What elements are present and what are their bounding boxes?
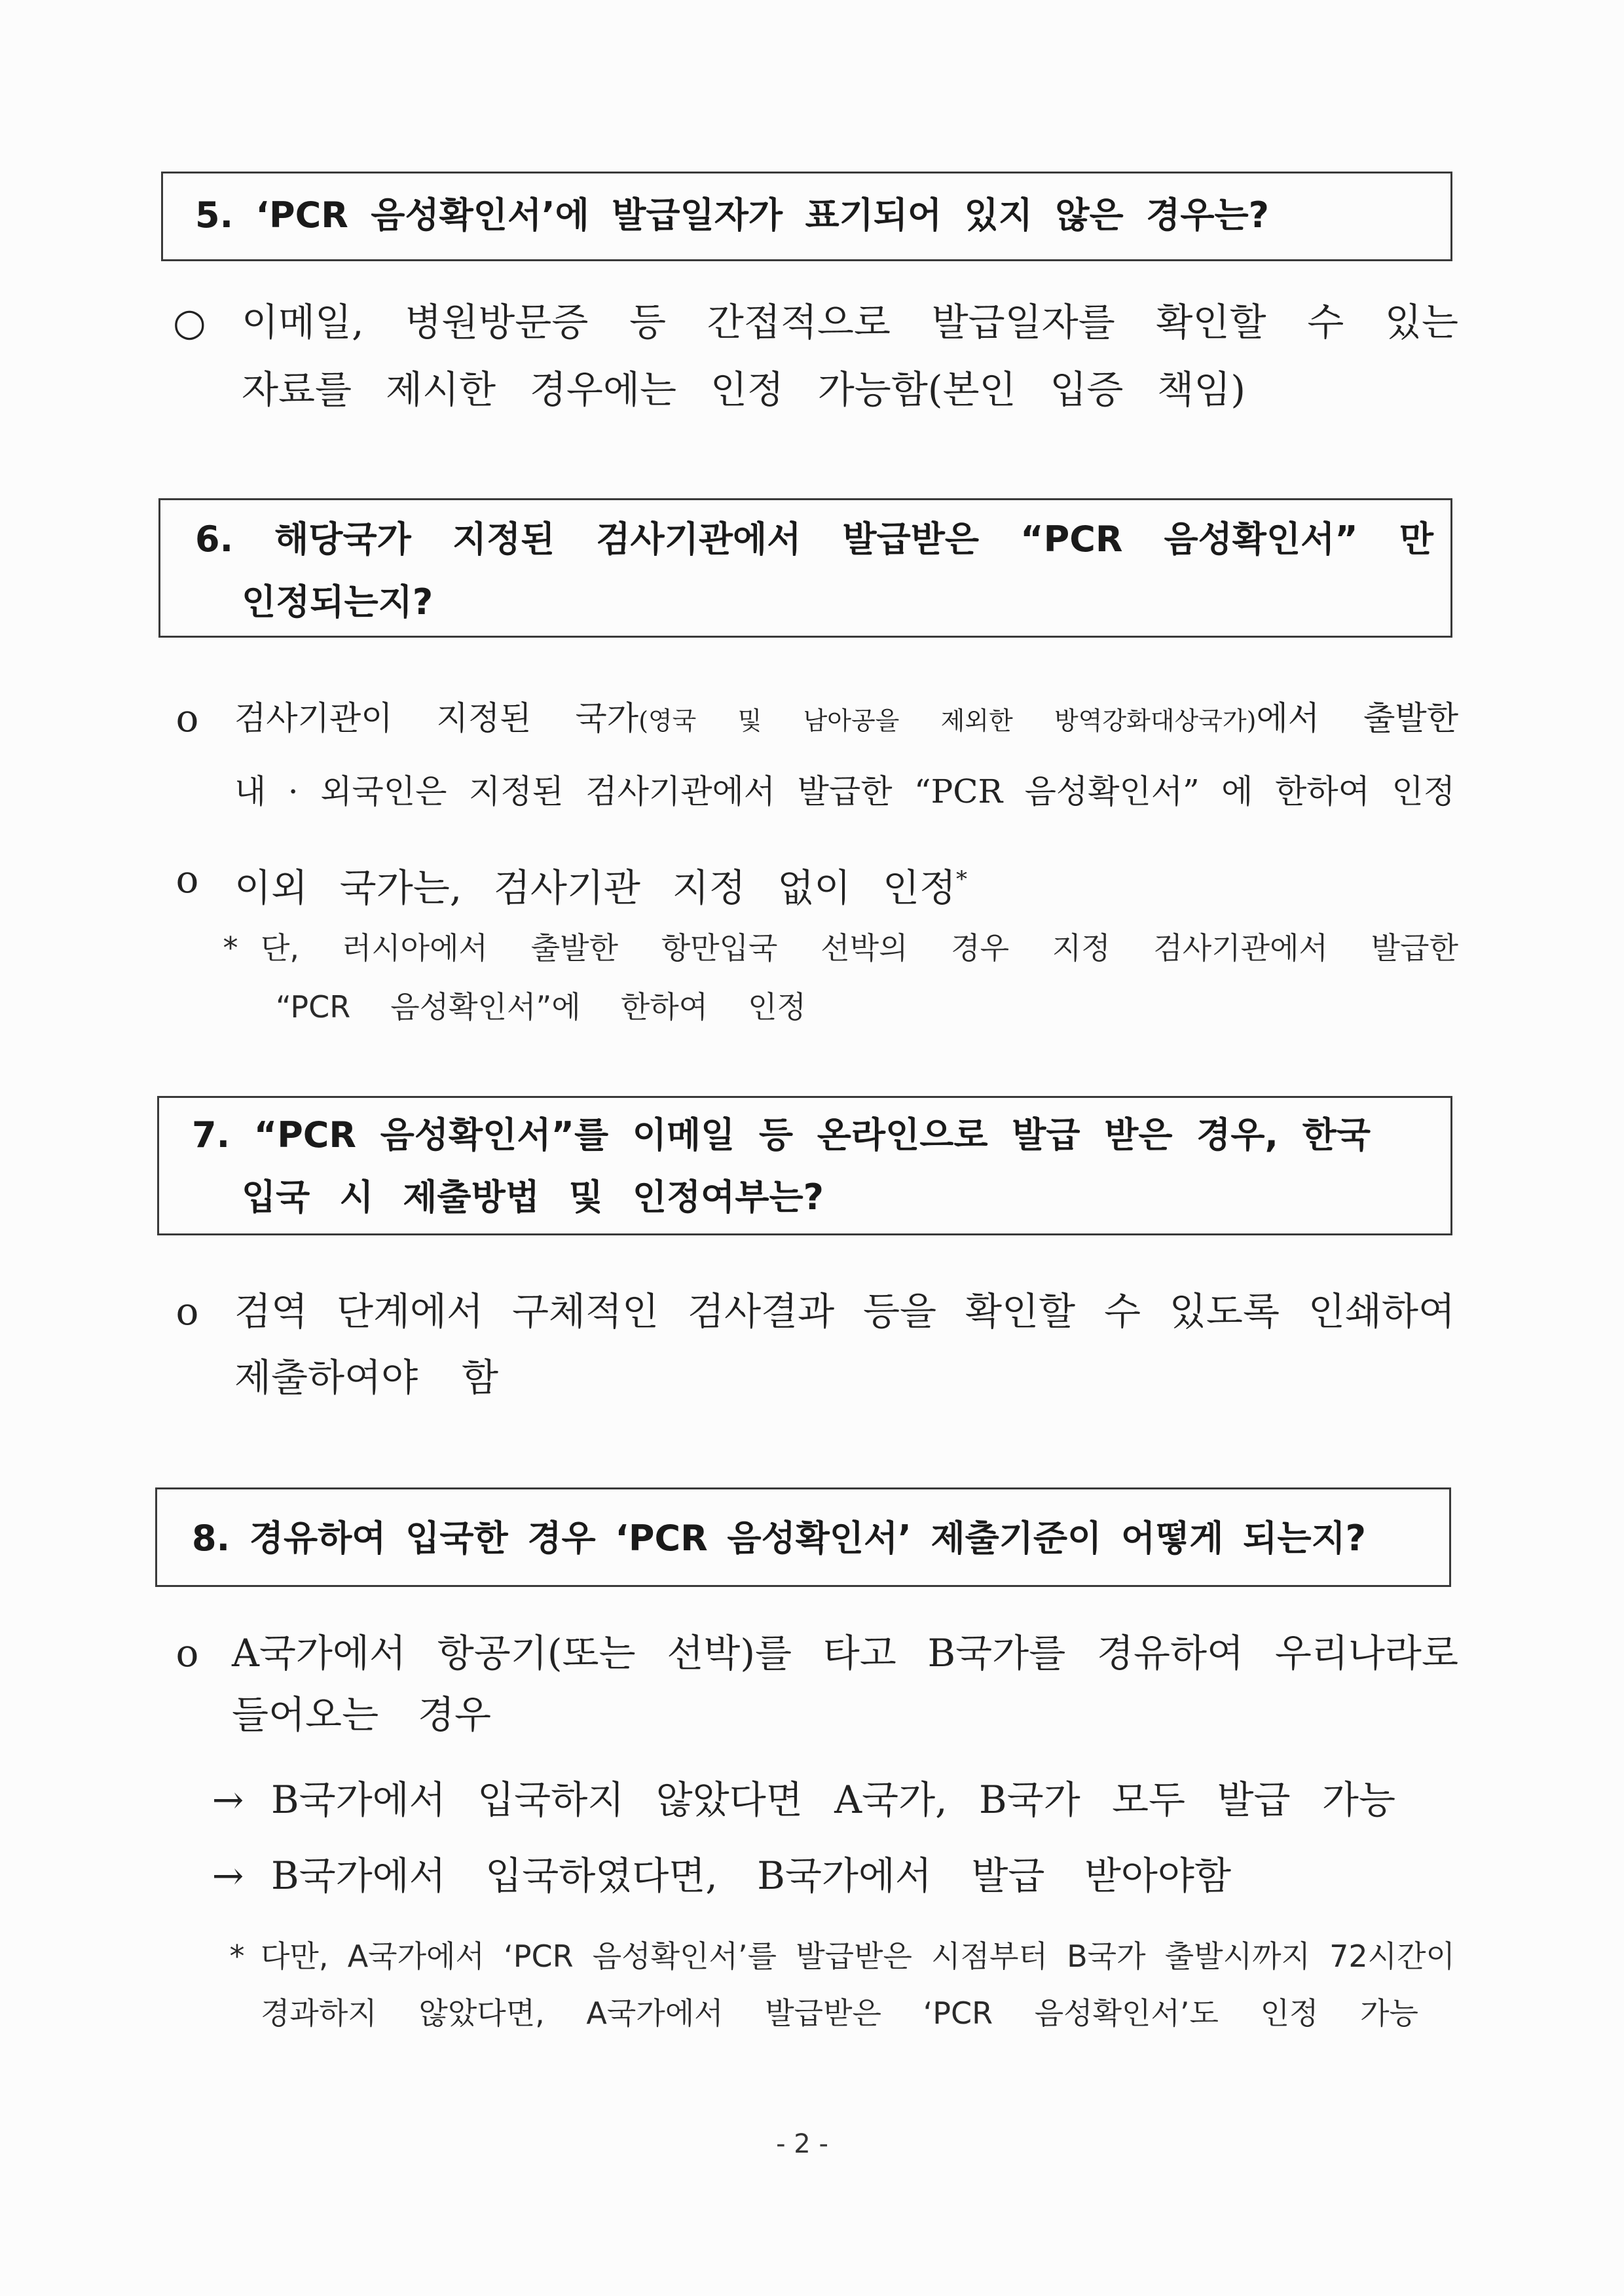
- question-8-case-2: B국가에서 입국하였다면, B국가에서 발급 받아야함: [271, 1853, 1231, 1898]
- answer-2-text: 이외 국가는, 검사기관 지정 없이 인정: [234, 866, 956, 910]
- question-8-answer-line-1: A국가에서 항공기(또는 선박)를 타고 B국가를 경유하여 우리나라로: [232, 1631, 1458, 1675]
- question-5-title: 5. ‘PCR 음성확인서’에 발급일자가 표기되어 있지 않은 경우는?: [195, 194, 1269, 236]
- question-6-note-line-1: 단, 러시아에서 출발한 항만입국 선박의 경우 지정 검사기관에서 발급한: [261, 930, 1458, 966]
- arrow-icon: →: [212, 1777, 244, 1822]
- answer-1-parenthetical: (영국 및 남아공을 제외한 방역강화대상국가): [638, 706, 1257, 735]
- page-number: - 2 -: [776, 2129, 828, 2159]
- question-8-bullet: o: [175, 1631, 199, 1675]
- question-6-note-line-2: “PCR 음성확인서”에 한하여 인정: [276, 989, 806, 1025]
- question-6-bullet-2: o: [175, 857, 199, 902]
- question-8-note-mark: *: [229, 1939, 245, 1974]
- question-7-answer-line-1: 검역 단계에서 구체적인 검사결과 등을 확인할 수 있도록 인쇄하여: [234, 1289, 1455, 1334]
- question-8-title: 8. 경유하여 입국한 경우 ‘PCR 음성확인서’ 제출기준이 어떻게 되는지?: [192, 1518, 1366, 1559]
- answer-1-text-b: 에서 출발한: [1256, 699, 1459, 737]
- question-6-note-mark: *: [223, 930, 238, 966]
- question-7-bullet: o: [175, 1289, 199, 1334]
- question-6-answer-2: [234, 856, 967, 910]
- question-6-bullet-1: o: [175, 696, 199, 740]
- question-7-answer-line-2: 제출하여야 함: [234, 1355, 498, 1400]
- question-5-answer-line-1: 이메일, 병원방문증 등 간접적으로 발급일자를 확인할 수 있는: [242, 300, 1458, 344]
- question-8-answer-line-2: 들어오는 경우: [232, 1692, 491, 1737]
- question-6-title-line-1: 6. 해당국가 지정된 검사기관에서 발급받은 “PCR 음성확인서” 만: [195, 519, 1433, 560]
- question-6-answer-1-line-1: [234, 695, 1458, 741]
- question-7-title-line-2: 입국 시 제출방법 및 인정여부는?: [242, 1176, 824, 1218]
- question-6-title-line-2: 인정되는지?: [242, 581, 434, 623]
- question-5-bullet: ○: [173, 300, 206, 344]
- question-7-title-line-1: 7. “PCR 음성확인서”를 이메일 등 온라인으로 발급 받은 경우, 한국: [192, 1114, 1371, 1156]
- question-5-answer-line-2: 자료를 제시한 경우에는 인정 가능함(본인 입증 책임): [242, 367, 1246, 412]
- question-6-answer-1-line-2: 내 · 외국인은 지정된 검사기관에서 발급한 “PCR 음성확인서” 에 한하여 인정: [234, 773, 1455, 811]
- question-8-case-1: B국가에서 입국하지 않았다면 A국가, B국가 모두 발급 가능: [271, 1777, 1395, 1822]
- answer-1-text-a: 검사기관이 지정된 국가: [234, 699, 639, 737]
- arrow-icon: →: [212, 1853, 244, 1898]
- question-8-note-line-2: 경과하지 않았다면, A국가에서 발급받은 ‘PCR 음성확인서’도 인정 가능: [261, 1995, 1418, 2031]
- question-8-note-line-1: 다만, A국가에서 ‘PCR 음성확인서’를 발급받은 시점부터 B국가 출발시까지 72시간이: [261, 1939, 1455, 1974]
- footnote-mark: *: [956, 866, 967, 892]
